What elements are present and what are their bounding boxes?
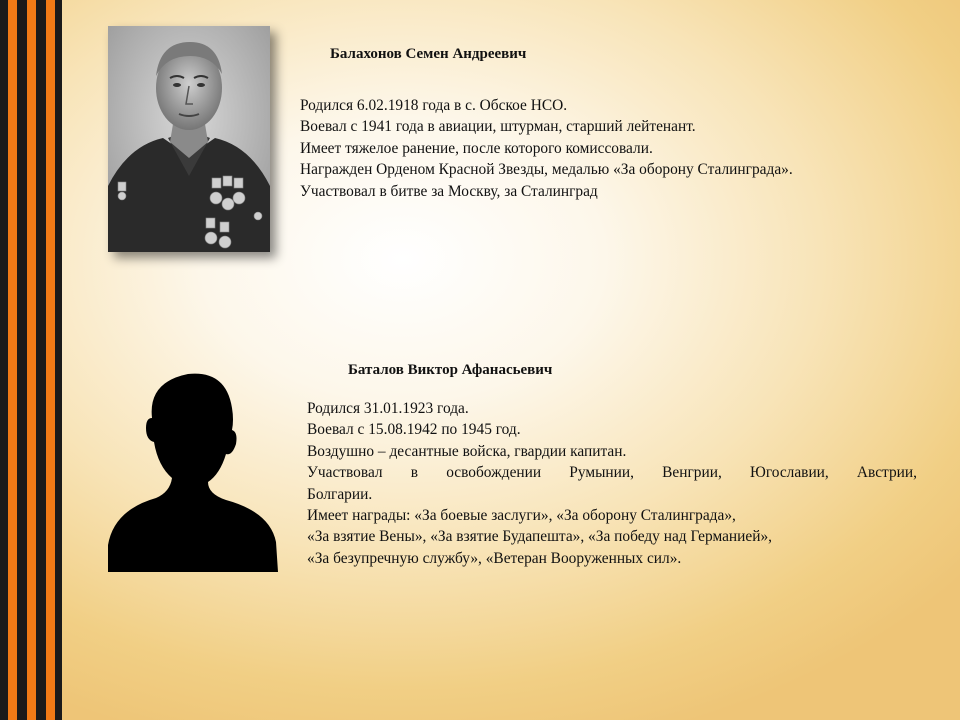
person2-bio-line: Воевал с 15.08.1942 по 1945 год. (307, 421, 521, 439)
person-silhouette (108, 370, 278, 572)
person1-bio-line: Имеет тяжелое ранение, после которого комиссовали. (300, 139, 653, 157)
person2-bio-line: Участвовал в освобождении Румынии, Венгрии, Югославии, Австрии, (307, 464, 917, 482)
person2-bio (307, 398, 917, 569)
person1-bio-line: Воевал с 1941 года в авиации, штурман, старший лейтенант. (300, 118, 696, 136)
person1-bio (300, 95, 940, 202)
st-george-ribbon (0, 0, 62, 720)
person2-bio-line: Имеет награды: «За боевые заслуги», «За оборону Сталинграда», (307, 507, 736, 525)
portrait-photo (108, 26, 270, 252)
person2-name: Баталов Виктор Афанасьевич (348, 362, 553, 378)
person1-name: Балахонов Семен Андреевич (330, 46, 527, 62)
person2-bio-line: «За взятие Вены», «За взятие Будапешта», «За победу над Германией», (307, 528, 773, 546)
person1-bio-line: Награжден Орденом Красной Звезды, медалью «За оборону Сталинграда». (300, 161, 793, 179)
person2-bio-line: Родился 31.01.1923 года. (307, 400, 469, 417)
person2-bio-line: Воздушно – десантные войска, гвардии капитан. (307, 442, 627, 460)
person1-bio-line: Участвовал в битве за Москву, за Сталинград (300, 182, 598, 200)
person1-bio-line: Родился 6.02.1918 года в с. Обское НСО. (300, 97, 568, 114)
person2-bio-line: «За безупречную службу», «Ветеран Вооруженных сил». (307, 549, 682, 567)
person2-bio-line: Болгарии. (307, 485, 373, 503)
